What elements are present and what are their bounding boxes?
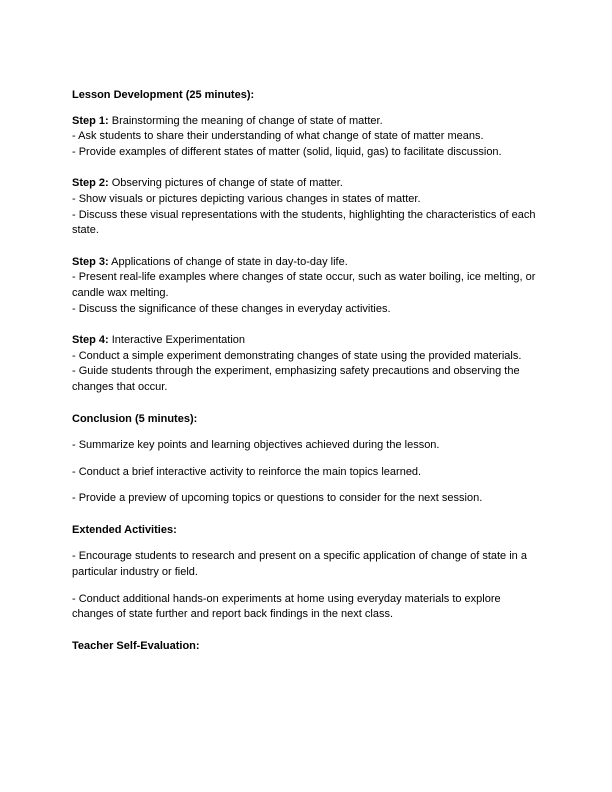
step-3-label: Step 3: [72, 255, 109, 268]
lesson-development-heading: Lesson Development (25 minutes): [72, 89, 255, 101]
step-2-bullet-1: - Show visuals or pictures depicting various changes in states of matter. [72, 192, 421, 205]
step-4-text: Interactive Experimentation [108, 334, 246, 347]
step-2 [72, 176, 540, 238]
step-3-bullet-2: - Discuss the significance of these changes in everyday activities. [72, 302, 391, 315]
document-content [72, 88, 540, 664]
step-4-bullet-2: - Guide students through the experiment, emphasizing safety precautions and observing the changes that occur. [72, 365, 520, 393]
step-4 [72, 333, 540, 395]
step-1-label: Step 1: [72, 114, 109, 127]
step-2-bullet-2: - Discuss these visual representations with the students, highlighting the characteristics of each state. [72, 208, 536, 237]
step-3 [72, 255, 540, 317]
step-2-text: Observing pictures of change of state of matter. [108, 177, 343, 190]
step-3-bullet-1: - Present real-life examples where changes of state occur, such as water boiling, ice melting, or candle wax melting. [72, 271, 536, 299]
step-3-title [72, 255, 540, 271]
extended-activities-section [72, 523, 540, 623]
step-2-title [72, 176, 540, 192]
conclusion-bullet-3: - Provide a preview of upcoming topics or questions to consider for the next session. [72, 492, 483, 505]
step-4-bullet-1: - Conduct a simple experiment demonstrating changes of state using the provided materials. [72, 349, 522, 362]
step-4-title [72, 333, 540, 349]
step-1 [72, 114, 540, 161]
step-4-label: Step 4: [72, 334, 109, 347]
step-3-text: Applications of change of state in day-to-day life. [108, 255, 348, 268]
conclusion-bullet-1: - Summarize key points and learning objectives achieved during the lesson. [72, 439, 440, 452]
extended-bullet-2: - Conduct additional hands-on experiments at home using everyday materials to explore changes of state further and report back findings in the next class. [72, 592, 501, 621]
conclusion-section [72, 412, 540, 507]
extended-activities-heading: Extended Activities: [72, 523, 177, 536]
teacher-self-evaluation-heading: Teacher Self-Evaluation: [72, 639, 200, 652]
extended-bullet-1: - Encourage students to research and present on a specific application of change of state in a particular industry or field. [72, 550, 527, 579]
step-2-label: Step 2: [72, 177, 109, 190]
conclusion-heading: Conclusion (5 minutes): [72, 412, 198, 425]
step-1-text: Brainstorming the meaning of change of state of matter. [108, 114, 383, 127]
step-1-bullet-2: - Provide examples of different states of matter (solid, liquid, gas) to facilitate discussion. [72, 145, 502, 158]
step-1-bullet-1: - Ask students to share their understanding of what change of state of matter means. [72, 130, 484, 143]
step-1-title [72, 114, 540, 130]
conclusion-bullet-2: - Conduct a brief interactive activity to reinforce the main topics learned. [72, 465, 422, 478]
